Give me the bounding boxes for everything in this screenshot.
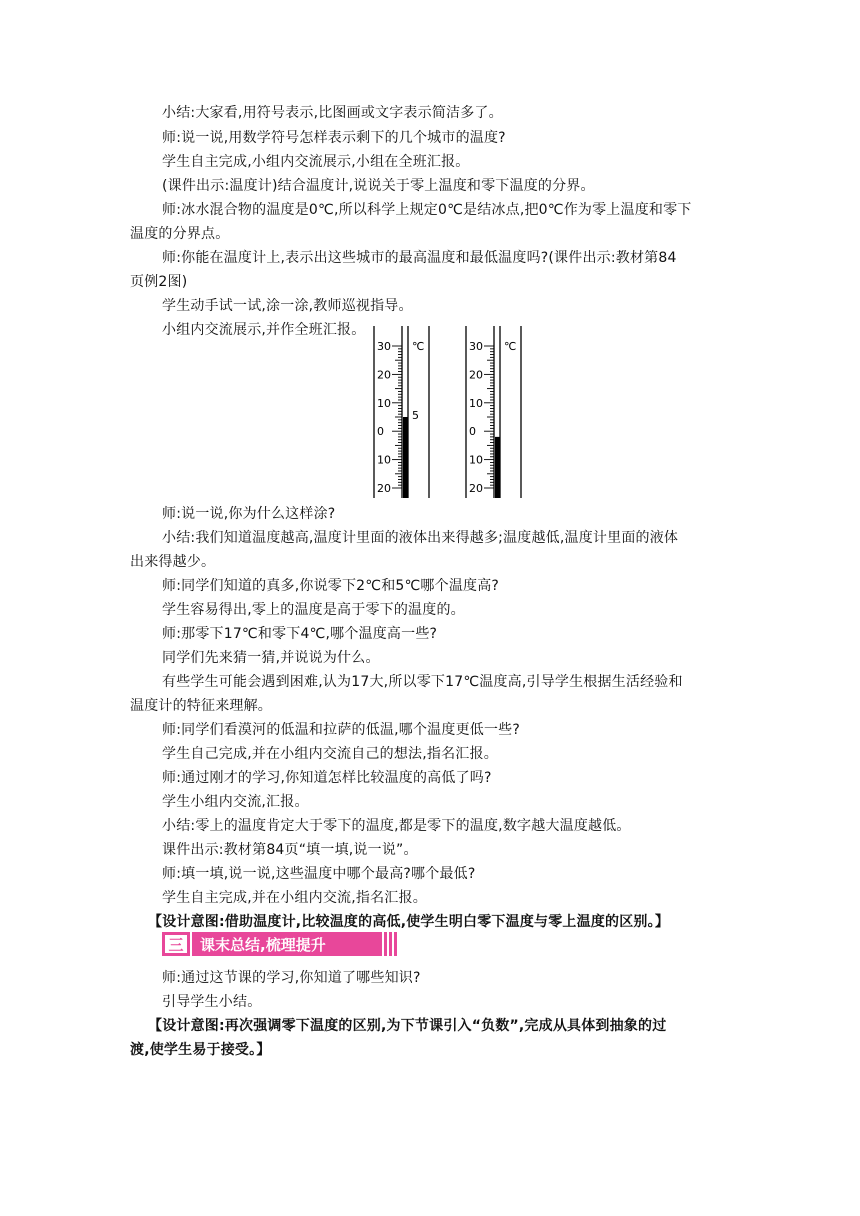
- thermometer-figure: [368, 326, 528, 498]
- paragraph: 师:同学们知道的真多,你说零下2℃和5℃哪个温度高?: [162, 578, 500, 594]
- thermometer-1: [374, 326, 429, 498]
- tick-label: 0: [469, 425, 476, 439]
- tick-label: 10: [469, 453, 483, 467]
- paragraph: 师:冰水混合物的温度是0℃,所以科学上规定0℃是结冰点,把0℃作为零上温度和零下: [162, 202, 692, 218]
- thermometer-2: [466, 326, 521, 498]
- tick-label: 20: [377, 482, 391, 495]
- paragraph: 同学们先来猜一猜,并说说为什么。: [162, 650, 380, 666]
- paragraph: 师:同学们看漠河的低温和拉萨的低温,哪个温度更低一些?: [162, 722, 520, 738]
- design-intent-note: 【设计意图:借助温度计,比较温度的高低,使学生明白零下温度与零上温度的区别。】: [148, 914, 670, 930]
- section-banner: [162, 932, 402, 956]
- paragraph-continuation: 出来得越少。: [130, 554, 216, 570]
- section-title: 课末总结,梳理提升: [200, 936, 326, 954]
- tick-label: 10: [469, 396, 483, 410]
- liquid-column: [495, 437, 500, 498]
- paragraph: 小组内交流展示,并作全班汇报。: [162, 322, 366, 338]
- paragraph: 师:那零下17℃和零下4℃,哪个温度高一些?: [162, 626, 438, 642]
- unit-label: ℃: [504, 340, 517, 353]
- paragraph-continuation: 页例2图): [130, 274, 188, 290]
- liquid-column: [403, 417, 408, 498]
- paragraph-continuation: 温度的分界点。: [130, 226, 230, 242]
- section-banner-graphic: [162, 932, 402, 956]
- design-intent-note: 【设计意图:再次强调零下温度的区别,为下节课引入“负数”,完成从具体到抽象的过: [148, 1018, 667, 1034]
- paragraph: 学生容易得出,零上的温度是高于零下的温度的。: [162, 602, 465, 618]
- paragraph: 师:通过刚才的学习,你知道怎样比较温度的高低了吗?: [162, 770, 492, 786]
- section-number: 三: [168, 936, 184, 954]
- paragraph: 小结:我们知道温度越高,温度计里面的液体出来得越多;温度越低,温度计里面的液体: [162, 530, 679, 546]
- thermometers-svg: [368, 326, 528, 498]
- paragraph: 学生动手试一试,涂一涂,教师巡视指导。: [162, 298, 413, 314]
- paragraph: 师:说一说,用数学符号怎样表示剩下的几个城市的温度?: [162, 130, 506, 146]
- paragraph: 学生自己完成,并在小组内交流自己的想法,指名汇报。: [162, 746, 498, 762]
- tick-label: 0: [377, 425, 384, 439]
- tick-label: 20: [377, 368, 391, 382]
- tick-label: 20: [469, 482, 483, 495]
- paragraph: 师:说一说,你为什么这样涂?: [162, 506, 336, 522]
- paragraph: 学生自主完成,并在小组内交流,指名汇报。: [162, 890, 427, 906]
- tick-label: 30: [377, 340, 391, 353]
- tick-label: 10: [377, 396, 391, 410]
- paragraph: 引导学生小结。: [162, 994, 262, 1010]
- paragraph: 学生自主完成,小组内交流展示,小组在全班汇报。: [162, 154, 470, 170]
- paragraph: 师:你能在温度计上,表示出这些城市的最高温度和最低温度吗?(课件出示:教材第84: [162, 250, 677, 266]
- paragraph: 课件出示:教材第84页“填一填,说一说”。: [162, 842, 418, 858]
- paragraph: 小结:大家看,用符号表示,比图画或文字表示简洁多了。: [162, 105, 503, 121]
- paragraph: 师:填一填,说一说,这些温度中哪个最高?哪个最低?: [162, 866, 476, 882]
- tick-label: 30: [469, 340, 483, 353]
- paragraph: 小结:零上的温度肯定大于零下的温度,都是零下的温度,数字越大温度越低。: [162, 818, 631, 834]
- design-intent-note-continuation: 渡,使学生易于接受。】: [130, 1042, 271, 1058]
- paragraph: (课件出示:温度计)结合温度计,说说关于零上温度和零下温度的分界。: [162, 178, 595, 194]
- paragraph-continuation: 温度计的特征来理解。: [130, 698, 272, 714]
- paragraph: 师:通过这节课的学习,你知道了哪些知识?: [162, 970, 421, 986]
- paragraph: 学生小组内交流,汇报。: [162, 794, 309, 810]
- paragraph: 有些学生可能会遇到困难,认为17大,所以零下17℃温度高,引导学生根据生活经验和: [162, 674, 683, 690]
- tick-label: 10: [377, 453, 391, 467]
- tick-label: 20: [469, 368, 483, 382]
- unit-label: ℃: [412, 340, 425, 353]
- reading-label: 5: [412, 409, 419, 422]
